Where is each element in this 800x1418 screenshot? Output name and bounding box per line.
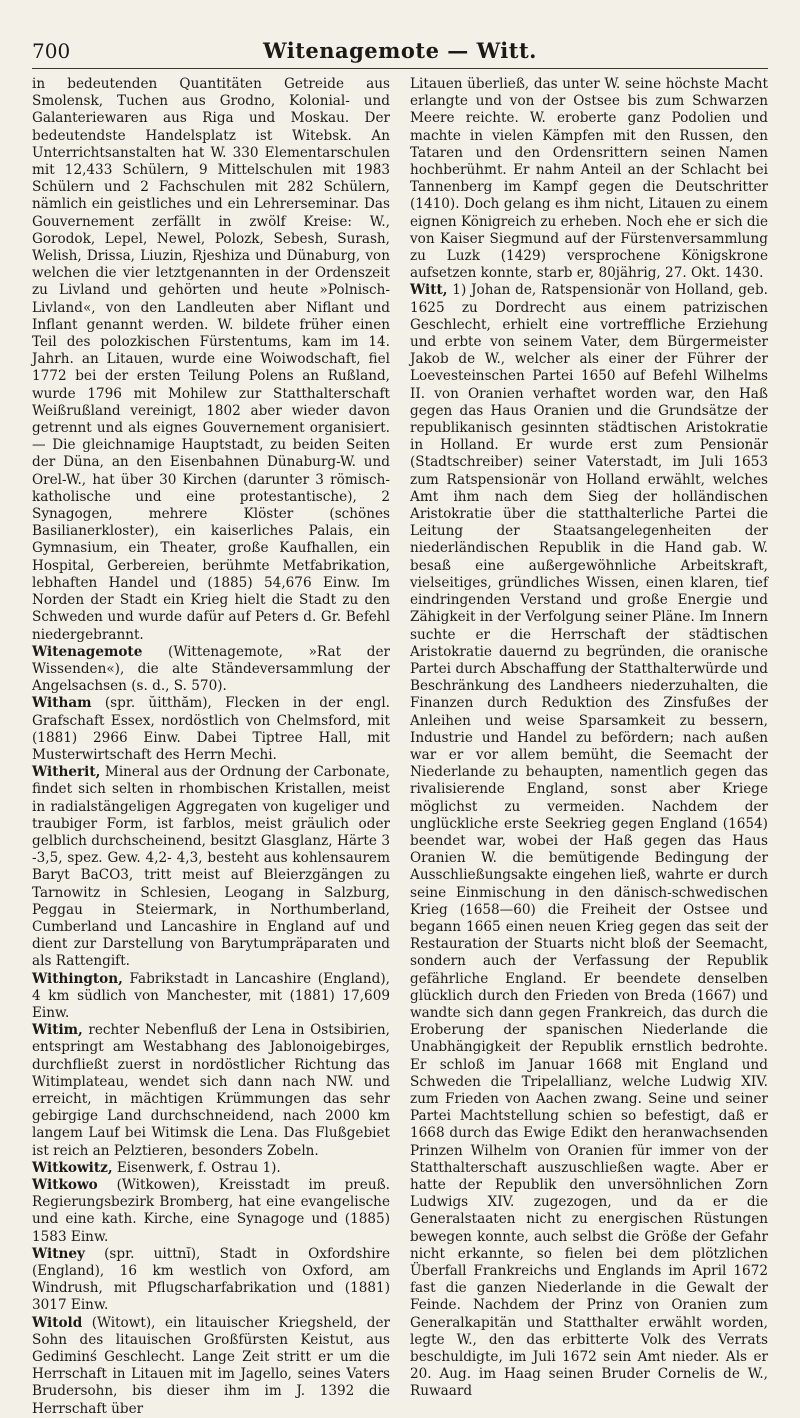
- entry-headword: Witherit,: [32, 764, 101, 781]
- dictionary-entry: [32, 971, 390, 1023]
- entry-headword: Withington,: [32, 970, 123, 987]
- entry-headword: Witold: [32, 1314, 83, 1331]
- entry-text: Fabrikstadt in Lancashire (England), 4 km südlich von Manchester, mit (1881) 17,609 Einw.: [32, 970, 390, 1021]
- left-column: [32, 76, 390, 1417]
- dictionary-entry: [32, 1022, 390, 1160]
- dictionary-entry: [32, 1315, 390, 1418]
- dictionary-entry: [32, 76, 390, 644]
- entry-text: rechter Nebenfluß der Lena in Ostsibirien, entspringt am Westabhang des Jablonoigebirges, durchfließt zuerst in nordöstlicher Richtung das Witimplateau, wendet sich dann nach NW. und erreicht, in mächtigen Krümmungen das sehr gebirgige Land durchschneidend, nach 2000 km langem Lauf bei Witimsk die Lena. Das Flußgebiet ist reich an Pelztieren, besonders Zobeln.: [32, 1022, 390, 1159]
- entry-text: Mineral aus der Ordnung der Carbonate, findet sich selten in rhombischen Kristallen, meist in radialstängeligen Aggregaten von kugeliger und traubiger Form, ist farblos, meist gräulich oder gelblich durchscheinend, besitzt Glasglanz, Härte 3 -3,5, spez. Gew. 4,2- 4,3, besteht aus kohlensaurem Baryt BaCO3, tritt meist auf Bleierzgängen zu Tarnowitz in Schlesien, Leogang in Salzburg, Peggau in Steiermark, in Northumberland, Cumberland und Lancashire in England auf und dient zur Darstellung von Barytumpräparaten und als Rattengift.: [32, 764, 390, 970]
- entry-text: 1) Johan de, Ratspensionär von Holland, geb. 1625 zu Dordrecht aus einem patrizischen Geschlecht, erhielt eine vortreffliche Erziehung und erbte von seinem Vater, dem Bürgermeister Jakob de W., welcher als einer der Führer der Loevesteinschen Partei 1650 auf Befehl Wilhelms II. von Oranien verhaftet worden war, den Haß gegen das Haus Oranien und die Grundsätze der republikanisch gesinnten städtischen Aristokratie in Holland. Er wurde erst zum Pensionär (Stadtschreiber) seiner Vaterstadt, im Juli 1653 zum Ratspensionär von Holland erwählt, welches Amt ihm nach dem Sieg der holländischen Aristokratie über die statthalterliche Partei die Leitung der Staatsangelegenheiten der niederländischen Republik in die Hand gab. W. besaß eine außergewöhnliche Arbeitskraft, vielseitiges, gründliches Wissen, einen klaren, tief eindringenden Verstand und große Energie und Zähigkeit in der Verfolgung seiner Pläne. Im Innern suchte er die Herrschaft der städtischen Aristokratie dauernd zu begründen, die oranische Partei durch Abschaffung der Statthalterwürde und Beschränkung des Landheers niederzuhalten, die Finanzen durch Reduktion des Zinsfußes der Anleihen und weise Sparsamkeit zu bessern, Industrie und Handel zu befördern; nach außen war er vor allem bemüht, die Seemacht der Niederlande zu behaupten, namentlich gegen das rivalisierende England, sonst aber Kriege möglichst zu vermeiden. Nachdem der unglückliche erste Seekrieg gegen England (1654) beendet war, wobei der Haß gegen das Haus Oranien W. die bemütigende Bedingung der Ausschließungsakte eingehen ließ, wahrte er durch seine Einmischung in den dänisch-schwedischen Krieg (1658—60) die Freiheit der Ostsee und begann 1665 einen neuen Krieg gegen das seit der Restauration der Stuarts nicht bloß der Seemacht, sondern auch der Verfassung der Republik gefährliche England. Er beendete denselben glücklich durch den Frieden von Breda (1667) und wandte sich dann gegen Frankreich, das durch die Eroberung der spanischen Niederlande die Unabhängigkeit der Republik ernstlich bedrohte. Er schloß im Januar 1668 mit England und Schweden die Tripelallianz, welche Ludwig XIV. zum Frieden von Aachen zwang. Seine und seiner Partei Machtstellung schien so befestigt, daß er 1668 durch das Ewige Edikt den heranwachsenden Prinzen Wilhelm von Oranien für immer von der Statthalterschaft auszuschließen wagte. Aber er hatte der Republik den unversöhnlichen Zorn Ludwigs XIV. zugezogen, und da er die Generalstaaten nicht zu energischen Rüstungen bewegen konnte, auch selbst die Größe der Gefahr nicht erkannte, so fielen bei dem plötzlichen Überfall Frankreichs und Englands im April 1672 fast die ganzen Niederlande in die Gewalt der Feinde. Nachdem der Prinz von Oranien zum Generalkapitän und Statthalter erwählt worden, legte W., den das erbitterte Volk des Verrats beschuldigte, im Juli 1672 sein Amt nieder. Als er 20. Aug. im Haag seinen Bruder Cornelis de W., Ruwaard: [410, 282, 768, 1400]
- dictionary-entry: [32, 1246, 390, 1315]
- entry-text: Litauen überließ, das unter W. seine höchste Macht erlangte und von der Ostsee bis zum Schwarzen Meere reichte. W. eroberte ganz Podolien und machte in vielen Kämpfen mit den Russen, den Tataren und den Ordensrittern seinen Namen hochberühmt. Er nahm Anteil an der Schlacht bei Tannenberg im Kampf gegen die Deutschritter (1410). Doch gelang es ihm nicht, Litauen zu einem eignen Königreich zu erheben. Noch ehe er sich die von Kaiser Siegmund auf der Fürstenversammlung zu Luzk (1429) versprochene Königskrone aufsetzen konnte, starb er, 80jährig, 27. Okt. 1430.: [410, 76, 768, 282]
- page-header: [32, 38, 768, 68]
- running-head: Witenagemote — Witt.: [263, 38, 537, 63]
- dictionary-entry: [32, 1177, 390, 1246]
- entry-headword: Witney: [32, 1245, 85, 1262]
- dictionary-entry: [410, 282, 768, 1400]
- dictionary-entry: [410, 76, 768, 282]
- entry-headword: Witenagemote: [32, 643, 143, 660]
- entry-text: (Witowt), ein litauischer Kriegsheld, der Sohn des litauischen Großfürsten Keistut, aus Gediminś Geschlecht. Lange Zeit stritt er um die Herrschaft in Litauen mit im Jagello, seines Vaters Brudersohn, bis dieser ihm im J. 1392 die Herrschaft über: [32, 1314, 390, 1417]
- header-rule: [32, 68, 768, 69]
- entry-headword: Witham: [32, 695, 92, 712]
- entry-text: (spr. ŭitthăm), Flecken in der engl. Grafschaft Essex, nordöstlich von Chelmsford, mit (1881) 2966 Einw. Dabei Tiptree Hall, mit Musterwirtschaft des Herrn Mechi.: [32, 695, 390, 763]
- dictionary-entry: [32, 1160, 390, 1177]
- text-columns: [32, 76, 768, 1417]
- dictionary-entry: [32, 644, 390, 696]
- entry-headword: Witkowo: [32, 1177, 98, 1193]
- entry-headword: Witkowitz,: [32, 1159, 113, 1176]
- entry-headword: Witt,: [410, 282, 448, 299]
- entry-text: (Witkowen), Kreisstadt im preuß. Regierungsbezirk Bromberg, hat eine evangelische und eine kath. Kirche, eine Synagoge und (1885) 1583 Einw.: [32, 1177, 390, 1245]
- right-column: [410, 76, 768, 1400]
- dictionary-entry: [32, 764, 390, 970]
- entry-text: (Wittenagemote, »Rat der Wissenden«), die alte Ständeversammlung der Angelsachsen (s. d., S. 570).: [32, 643, 390, 695]
- entry-text: Eisenwerk, f. Ostrau 1).: [112, 1159, 281, 1176]
- entry-text: in bedeutenden Quantitäten Getreide aus Smolensk, Tuchen aus Grodno, Kolonial- und Galanteriewaren aus Riga und Moskau. Der bedeutendste Handelsplatz ist Witebsk. An Unterrichtsanstalten hat W. 330 Elementarschulen mit 12,433 Schülern, 9 Mittelschulen mit 1983 Schülern und 2 Fachschulen mit 282 Schülern, nämlich ein geistliches und ein Lehrerseminar. Das Gouvernement zerfällt in zwölf Kreise: W., Gorodok, Lepel, Newel, Polozk, Sebesh, Surash, Welish, Drissa, Liuzin, Rjeshiza und Dünaburg, von welchen die vier letztgenannten in der Ordenszeit zu Livland und gehörten und heute »Polnisch-Livland«, von den Landleuten aber Niflant und Inflant genannt werden. W. bildete früher einen Teil des polozkischen Fürstentums, kam im 14. Jahrh. an Litauen, wurde eine Woiwodschaft, fiel 1772 bei der ersten Teilung Polens an Rußland, wurde 1796 mit Mohilew zur Statthalterschaft Weißrußland vereinigt, 1802 aber wieder davon getrennt und als eignes Gouvernement organisiert. — Die gleichnamige Hauptstadt, zu beiden Seiten der Düna, an den Eisenbahnen Dünaburg-W. und Orel-W., hat über 30 Kirchen (darunter 3 römisch-katholische und eine protestantische), 2 Synagogen, mehrere Klöster (schönes Basilianerkloster), ein kaiserliches Palais, ein Gymnasium, ein Theater, große Kaufhallen, ein Hospital, Gerbereien, berühmte Metfabrikation, lebhaften Handel und (1885) 54,676 Einw. Im Norden der Stadt ein Krieg hielt die Stadt zu den Schweden und wurde dafür auf Peters d. Gr. Befehl niedergebrannt.: [32, 76, 390, 643]
- page-number: 700: [32, 39, 71, 63]
- entry-text: (spr. uittnĭ), Stadt in Oxfordshire (England), 16 km westlich von Oxford, am Windrush, mit Pflugscharfabrikation und (1881) 3017 Einw.: [32, 1245, 390, 1314]
- entry-headword: Witim,: [32, 1022, 83, 1039]
- dictionary-entry: [32, 695, 390, 764]
